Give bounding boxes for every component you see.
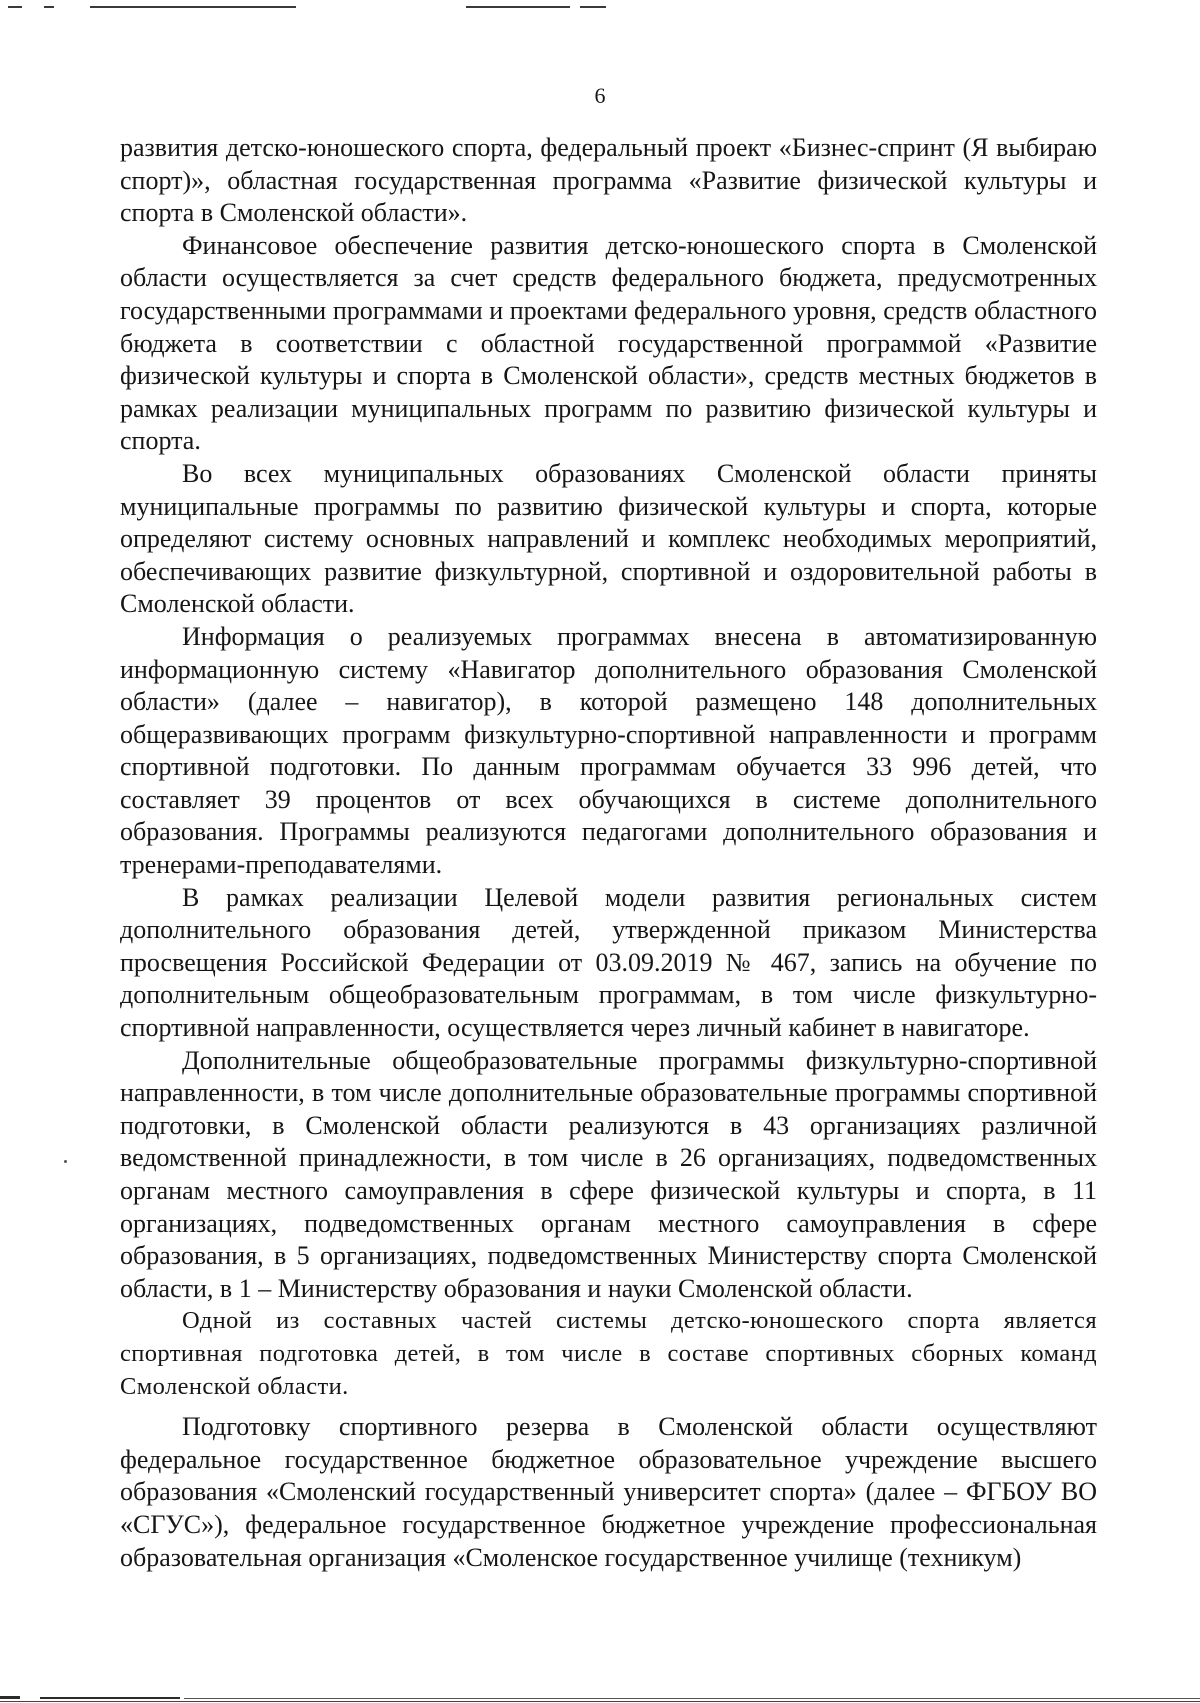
paragraph: Одной из составных частей системы детско-юношеского спорта является спортивная подготовка детей, в том числе в составе спортивных сборных команд Смоленской области. [120, 1307, 1097, 1400]
document-body [120, 132, 1097, 1574]
scan-line [466, 6, 570, 8]
paragraph: Информация о реализуемых программах внесена в автоматизированную информационную систему «Навигатор дополнительного образования Смоленской области» (далее – навигатор), в которой размещено 148 дополнительных общеразвивающих программ физкультурно-спортивной направленности и программ спортивной подготовки. По данным программам обучается 33 996 детей, что составляет 39 процентов от всех обучающихся в системе дополнительного образования. Программы реализуются педагогами дополнительного образования и тренерами-преподавателями. [120, 621, 1097, 880]
scan-line [580, 6, 606, 8]
paragraph: Во всех муниципальных образованиях Смоленской области приняты муниципальные программы по развитию физической культуры и спорта, которые определяют систему основных направлений и комплекс необходимых мероприятий, обеспечивающих развитие физкультурной, спортивной и оздоровительной работы в Смоленской области. [120, 458, 1097, 619]
paragraph: развития детско-юношеского спорта, федеральный проект «Бизнес-спринт (Я выбираю спорт)», областная государственная программа «Развитие физической культуры и спорта в Смоленской области». [120, 133, 1097, 228]
scan-line [184, 1698, 1200, 1699]
scan-line [0, 1701, 1200, 1702]
scan-line [8, 6, 22, 8]
paragraph: В рамках реализации Целевой модели развития региональных систем дополнительного образования детей, утвержденной приказом Министерства просвещения Российской Федерации от 03.09.2019 № 467, запись на обучение по дополнительным общеобразовательным программам, в том числе физкультурно-спортивной направленности, осуществляется через личный кабинет в навигаторе. [120, 882, 1097, 1043]
scan-line [40, 1697, 180, 1699]
scan-line [44, 6, 54, 8]
scan-artifact-top [0, 0, 1200, 14]
scan-line [0, 1696, 20, 1699]
scan-speck [64, 1160, 67, 1163]
paragraph: Подготовку спортивного резерва в Смоленской области осуществляют федеральное государственное бюджетное образовательное учреждение высшего образования «Смоленский государственный университет спорта» (далее – ФГБОУ ВО «СГУС»), федеральное государственное бюджетное учреждение профессиональная образовательная организация «Смоленское государственное училище (техникум) [120, 1412, 1097, 1572]
paragraph: Дополнительные общеобразовательные программы физкультурно-спортивной направленности, в том числе дополнительные образовательные программы спортивной подготовки, в Смоленской области реализуются в 43 организациях различной ведомственной принадлежности, в том числе в 26 организациях, подведомственных органам местного самоуправления в сфере физической культуры и спорта, в 11 организациях, подведомственных органам местного самоуправления в сфере образования, в 5 организациях, подведомственных Министерству спорта Смоленской области, в 1 – Министерству образования и науки Смоленской области. [120, 1045, 1097, 1303]
scan-artifact-bottom [0, 1683, 1200, 1703]
scan-line [90, 6, 296, 8]
paragraph: Финансовое обеспечение развития детско-юношеского спорта в Смоленской области осуществляется за счет средств федерального бюджета, предусмотренных государственными программами и проектами федерального уровня, средств областного бюджета в соответствии с областной государственной программой «Развитие физической культуры и спорта в Смоленской области», средств местных бюджетов в рамках реализации муниципальных программ по развитию физической культуры и спорта. [120, 230, 1097, 456]
page-number: 6 [594, 83, 606, 108]
